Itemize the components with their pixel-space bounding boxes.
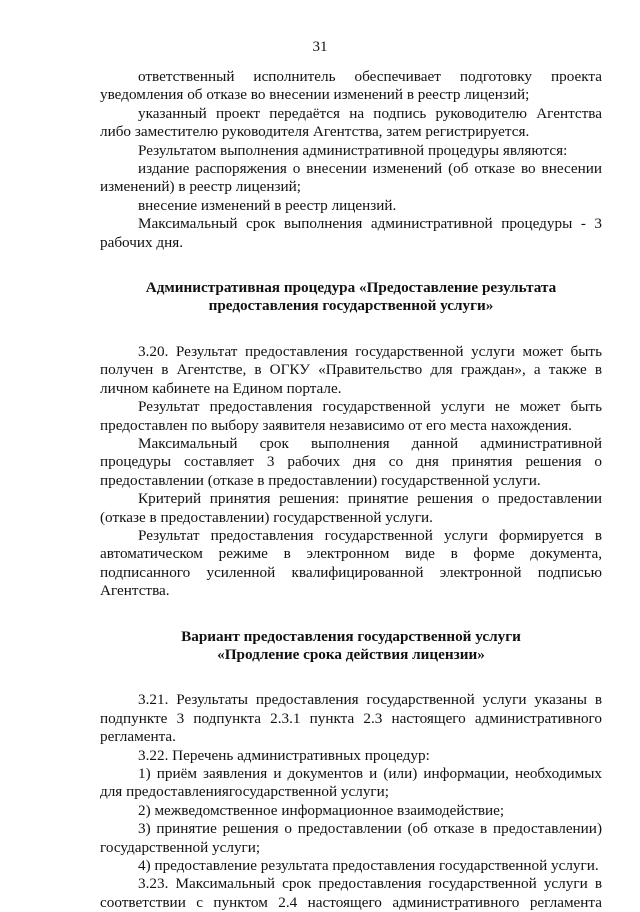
paragraph: 3.21. Результаты предоставления государственной услуги указаны в подпункте 3 подпункта 2.3.1 пункта 2.3 настоящего административного регламента. bbox=[100, 691, 602, 746]
document-body bbox=[100, 68, 602, 912]
section-heading-line: Вариант предоставления государственной услуги bbox=[181, 627, 521, 645]
section-heading-line: предоставления государственной услуги» bbox=[208, 297, 494, 315]
paragraph: указанный проект передаётся на подпись руководителю Агентства либо заместителю руководителя Агентства, затем регистрируется. bbox=[100, 104, 602, 141]
section-heading-line: «Продление срока действия лицензии» bbox=[217, 645, 485, 663]
list-item: 4) предоставление результата предоставления государственной услуги. bbox=[138, 857, 599, 875]
page-number: 31 bbox=[312, 39, 328, 55]
paragraph: издание распоряжения о внесении изменений (об отказе во внесении изменений) в реестр лицензий; bbox=[100, 160, 602, 196]
paragraph: внесение изменений в реестр лицензий. bbox=[138, 196, 397, 214]
paragraph: Результат предоставления государственной услуги не может быть предоставлен по выбору заявителя независимо от его места нахождения. bbox=[100, 398, 602, 434]
paragraph: Критерий принятия решения: принятие решения о предоставлении (отказе в предоставлении) государственной услуги. bbox=[100, 490, 602, 526]
list-item: 2) межведомственное информационное взаимодействие; bbox=[138, 801, 505, 819]
section-heading-line: Административная процедура «Предоставление результата bbox=[145, 279, 557, 297]
paragraph: 3.20. Результат предоставления государственной услуги может быть получен в Агентстве, в ОГКУ «Правительство для граждан», а также в личном кабинете на Едином портале. bbox=[100, 342, 602, 397]
paragraph: Максимальный срок выполнения административной процедуры - 3 рабочих дня. bbox=[100, 215, 602, 251]
list-item: 3) принятие решения о предоставлении (об отказе в предоставлении) государственной услуги; bbox=[100, 820, 602, 856]
paragraph: Результат предоставления государственной услуги формируется в автоматическом режиме в электронном виде в форме документа, подписанного усиленной квалифицированной электронной подписью Агентства. bbox=[100, 526, 602, 600]
paragraph: Результатом выполнения административной процедуры являются: bbox=[138, 141, 568, 159]
paragraph: ответственный исполнитель обеспечивает подготовку проекта уведомления об отказе во внесении изменений в реестр лицензий; bbox=[100, 68, 602, 104]
paragraph: 3.23. Максимальный срок предоставления государственной услуги в соответствии с пунктом 2.4 настоящего административного регламента bbox=[100, 875, 602, 911]
paragraph: 3.22. Перечень административных процедур: bbox=[138, 746, 430, 764]
section-heading-license-extension bbox=[100, 628, 602, 665]
list-item: 1) приём заявления и документов и (или) информации, необходимых для предоставлениягосударственной услуги; bbox=[100, 765, 602, 801]
section-heading-result-delivery bbox=[100, 279, 602, 316]
paragraph: Максимальный срок выполнения данной административной процедуры составляет 3 рабочих дня со дня принятия решения о предоставлении (отказе в предоставлении) государственной услуги. bbox=[100, 434, 602, 489]
